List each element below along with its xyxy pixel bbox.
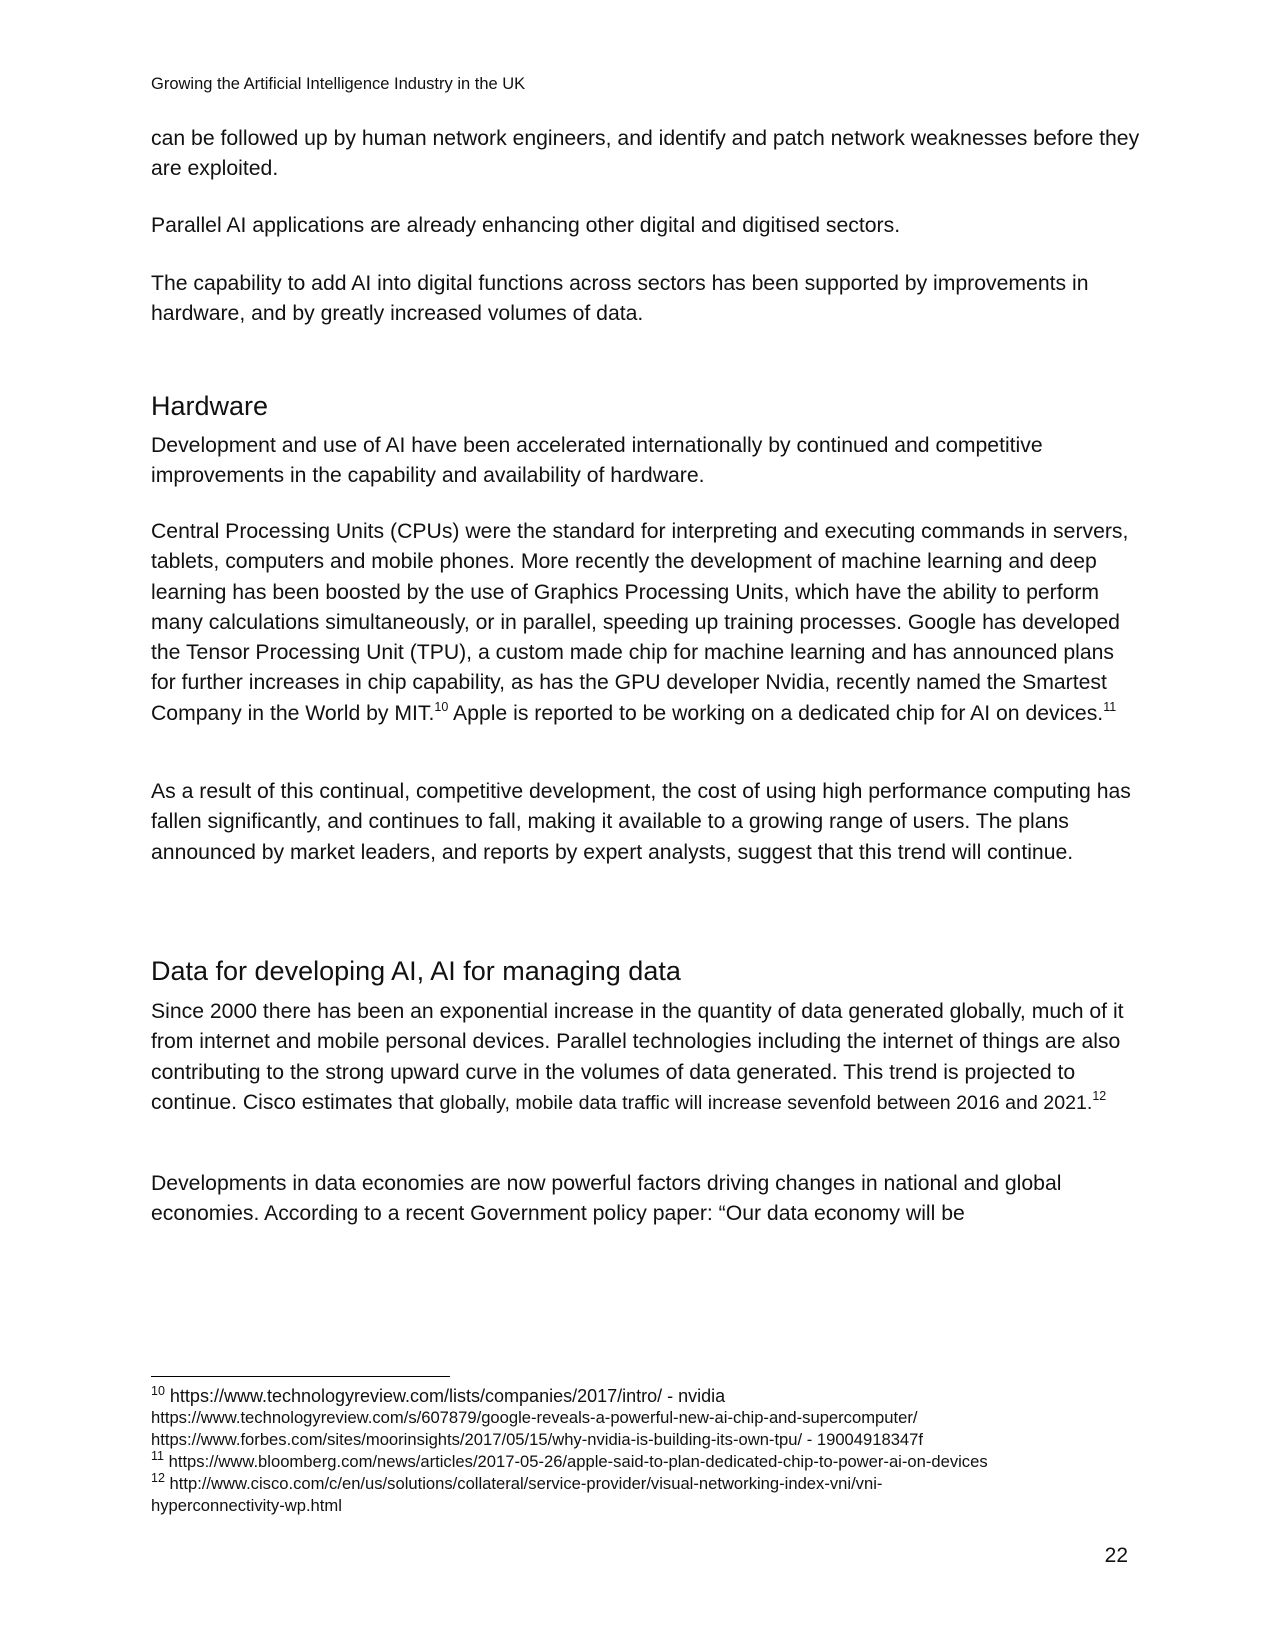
paragraph-processing-units-text: Central Processing Units (CPUs) were the standard for interpreting and executing commands in servers, tablets, computers and mobile phones. More recently the development of machine learning and deep learning has been boosted by the use of Graphics Processing Units, which have the ability to perform many calculations simultaneously, or in parallel, speeding up training processes. Google has developed the Tensor Processing Unit (TPU), a custom made chip for machine learning and has announced plans for further increases in chip capability, as has the GPU developer Nvidia, recently named the Smartest Company in the World by MIT. xyxy=(151,520,1129,725)
paragraph-network-engineers: can be followed up by human network engineers, and identify and patch network weaknesses before they are exploited. xyxy=(151,127,1140,181)
footnote-10-link-1[interactable]: https://www.technologyreview.com/lists/companies/2017/intro/ - nvidia xyxy=(169,1386,726,1406)
footnote-12 xyxy=(151,1473,1151,1495)
footnote-10-link-3[interactable]: https://www.forbes.com/sites/moorinsights/2017/05/15/why-nvidia-is-building-its-own-tpu/ - 19004918347f xyxy=(151,1430,923,1449)
paragraph-processing-units-apple: Apple is reported to be working on a dedicated chip for AI on devices. xyxy=(448,701,1104,725)
paragraph-capability: The capability to add AI into digital functions across sectors has been supported by improvements in hardware, and by greatly increased volumes of data. xyxy=(151,272,1089,326)
footnote-10-number: 10 xyxy=(151,1384,165,1398)
paragraph-data-growth-cisco: globally, mobile data traffic will increase sevenfold between 2016 and 2021. xyxy=(439,1091,1093,1114)
paragraph-cost-falling: As a result of this continual, competitive development, the cost of using high performance computing has fallen significantly, and continues to fall, making it available to a growing range of users. The plans announced by market leaders, and reports by expert analysts, suggest that this trend will continue. xyxy=(151,780,1131,864)
footnote-ref-12[interactable]: 12 xyxy=(1092,1088,1107,1103)
footnote-10 xyxy=(151,1385,1151,1407)
paragraph-hardware-intro: Development and use of AI have been accelerated internationally by continued and competitive improvements in the capability and availability of hardware. xyxy=(151,434,1043,488)
footnote-10-link-2[interactable]: https://www.technologyreview.com/s/607879/google-reveals-a-powerful-new-ai-chip-and-supercomputer/ xyxy=(151,1408,918,1427)
paragraph-parallel-ai: Parallel AI applications are already enhancing other digital and digitised sectors. xyxy=(151,214,901,237)
footnote-ref-11[interactable]: 11 xyxy=(1103,699,1117,714)
footnote-12-link-cont[interactable]: hyperconnectivity-wp.html xyxy=(151,1496,342,1515)
footnote-11-number: 11 xyxy=(151,1449,164,1463)
paragraph-data-economies: Developments in data economies are now powerful factors driving changes in national and global economies. According to a recent Government policy paper: “Our data economy will be xyxy=(151,1172,1062,1226)
paragraph-processing-units xyxy=(151,517,1141,729)
footnote-11-link[interactable]: https://www.bloomberg.com/news/articles/2017-05-26/apple-said-to-plan-dedicated-chip-to-power-ai-on-devices xyxy=(168,1452,988,1471)
heading-data: Data for developing AI, AI for managing data xyxy=(151,956,681,986)
paragraph-data-growth xyxy=(151,997,1141,1118)
footnote-11 xyxy=(151,1451,1151,1473)
page-number: 22 xyxy=(1104,1544,1128,1567)
paragraph-data-growth-text: Since 2000 there has been an exponential increase in the quantity of data generated globally, much of it from internet and mobile personal devices. Parallel technologies including the internet of things are also contributing to the strong upward curve in the volumes of data generated. This trend is projected to continue. Cisco estimates that xyxy=(151,1000,1124,1114)
footnote-12-link[interactable]: http://www.cisco.com/c/en/us/solutions/collateral/service-provider/visual-networking-index-vni/vni- xyxy=(169,1474,883,1493)
running-header: Growing the Artificial Intelligence Industry in the UK xyxy=(151,75,526,93)
heading-hardware: Hardware xyxy=(151,391,269,421)
footnote-12-number: 12 xyxy=(151,1471,165,1485)
footnote-ref-10[interactable]: 10 xyxy=(434,699,449,714)
footnotes xyxy=(151,1385,1151,1517)
footnote-separator xyxy=(151,1376,450,1377)
